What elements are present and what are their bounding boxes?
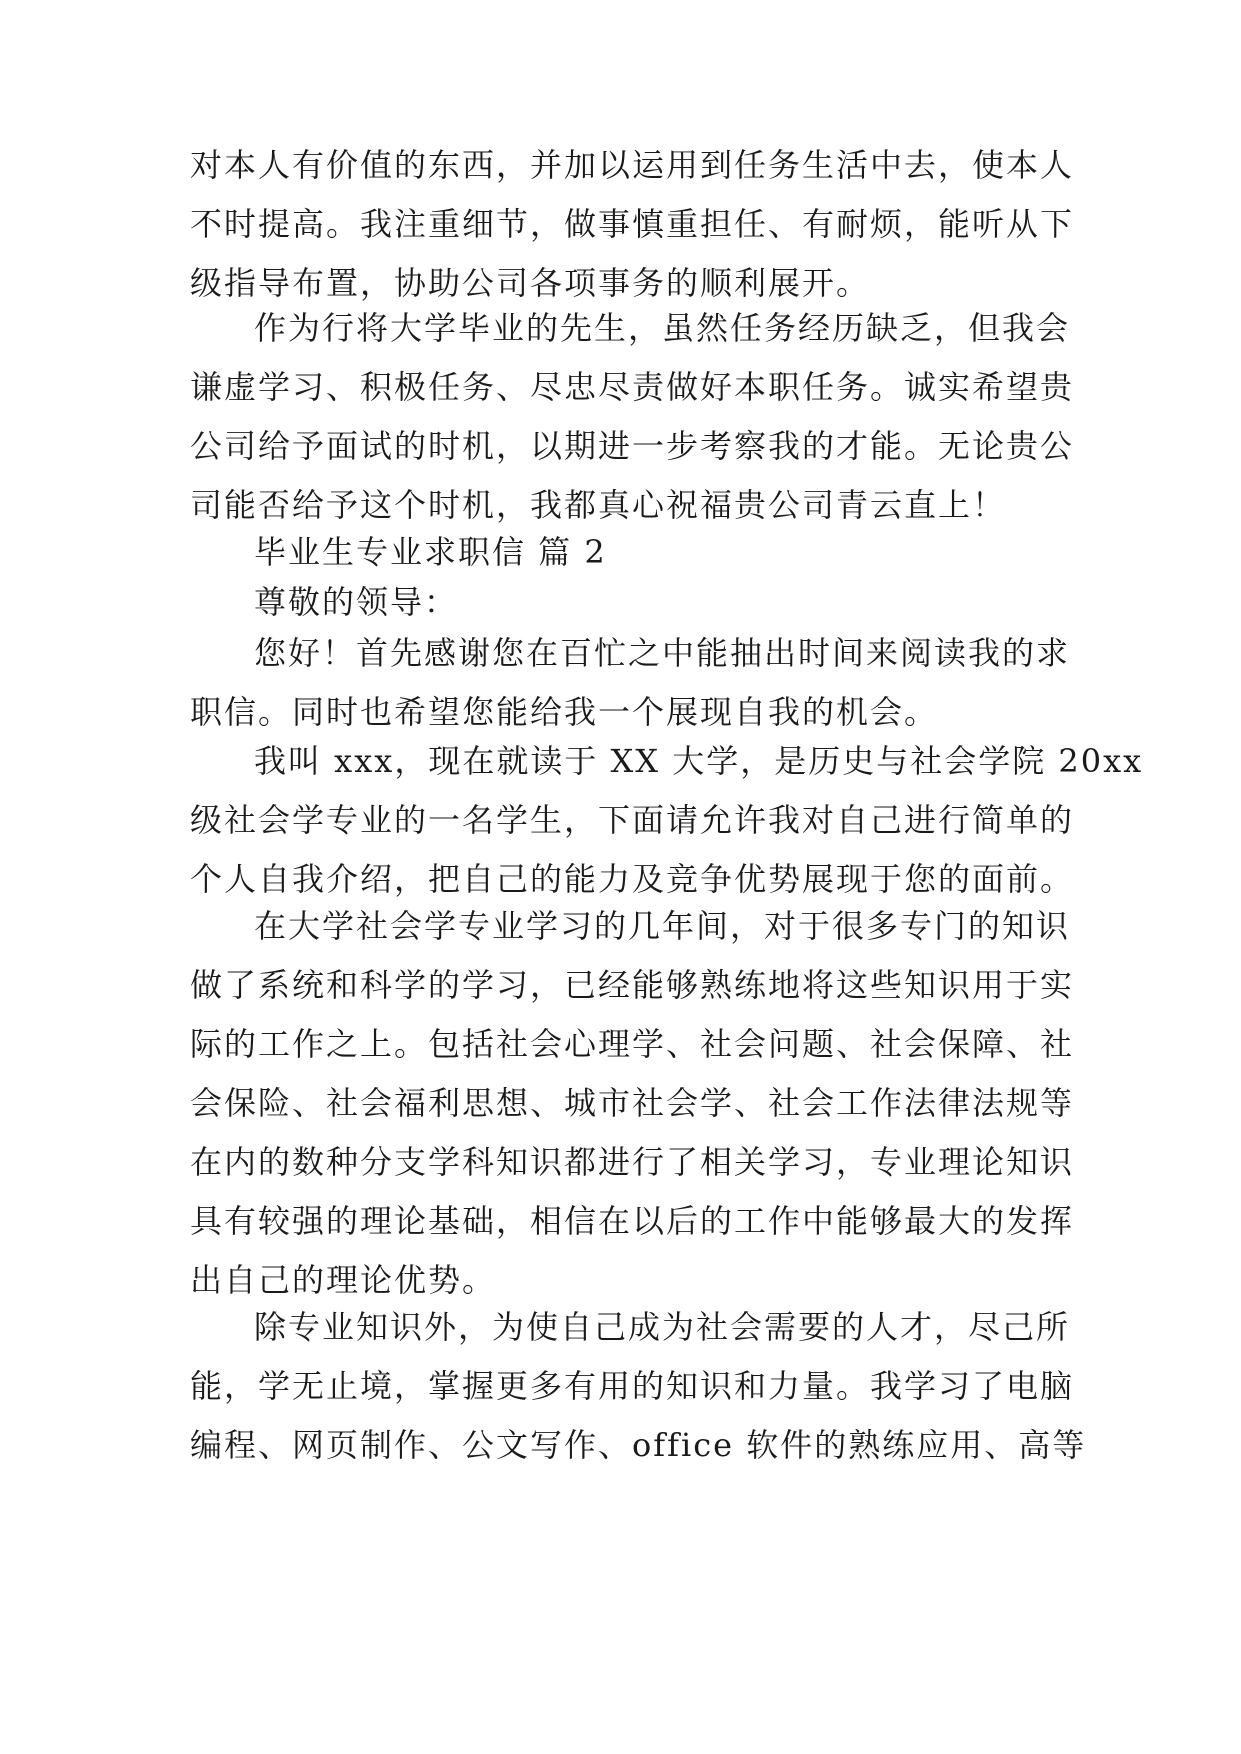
text-line: 在内的数种分支学科知识都进行了相关学习，专业理论知识: [190, 1143, 1075, 1181]
paragraph-start-line: 您好！首先感谢您在百忙之中能抽出时间来阅读我的求: [254, 634, 1071, 672]
paragraph-start-line: 作为行将大学毕业的先生，虽然任务经历缺乏，但我会: [254, 309, 1071, 347]
paragraph-start-line: 我叫 xxx，现在就读于 XX 大学，是历史与社会学院 20xx: [254, 742, 1144, 780]
text-line: 能，学无止境，掌握更多有用的知识和力量。我学习了电脑: [190, 1367, 1075, 1405]
text-line: 做了系统和科学的学习，已经能够熟练地将这些知识用于实: [190, 966, 1075, 1004]
text-line: 职信。同时也希望您能给我一个展现自我的机会。: [190, 693, 939, 731]
text-line: 司能否给予这个时机，我都真心祝福贵公司青云直上！: [190, 486, 1007, 524]
text-line: 个人自我介绍，把自己的能力及竞争优势展现于您的面前。: [190, 860, 1075, 898]
text-line: 谦虚学习、积极任务、尽忠尽责做好本职任务。诚实希望贵: [190, 368, 1075, 406]
text-line: 不时提高。我注重细节，做事慎重担任、有耐烦，能听从下: [190, 205, 1075, 243]
text-line: 公司给予面试的时机，以期进一步考察我的才能。无论贵公: [190, 427, 1075, 465]
text-line: 对本人有价值的东西，并加以运用到任务生活中去，使本人: [190, 146, 1075, 184]
salutation: 尊敬的领导：: [254, 583, 459, 621]
text-line: 具有较强的理论基础，相信在以后的工作中能够最大的发挥: [190, 1202, 1075, 1240]
paragraph-start-line: 在大学社会学专业学习的几年间，对于很多专门的知识: [254, 907, 1071, 945]
text-line: 级社会学专业的一名学生，下面请允许我对自己进行简单的: [190, 801, 1075, 839]
text-line: 编程、网页制作、公文写作、office 软件的熟练应用、高等: [190, 1426, 1087, 1464]
paragraph-start-line: 除专业知识外，为使自己成为社会需要的人才，尽己所: [254, 1308, 1071, 1346]
text-line: 会保险、社会福利思想、城市社会学、社会工作法律法规等: [190, 1084, 1075, 1122]
text-line: 际的工作之上。包括社会心理学、社会问题、社会保障、社: [190, 1025, 1075, 1063]
text-line: 级指导布置，协助公司各项事务的顺利展开。: [190, 264, 871, 302]
section-heading: 毕业生专业求职信 篇 2: [254, 533, 607, 571]
text-line: 出自己的理论优势。: [190, 1261, 497, 1299]
